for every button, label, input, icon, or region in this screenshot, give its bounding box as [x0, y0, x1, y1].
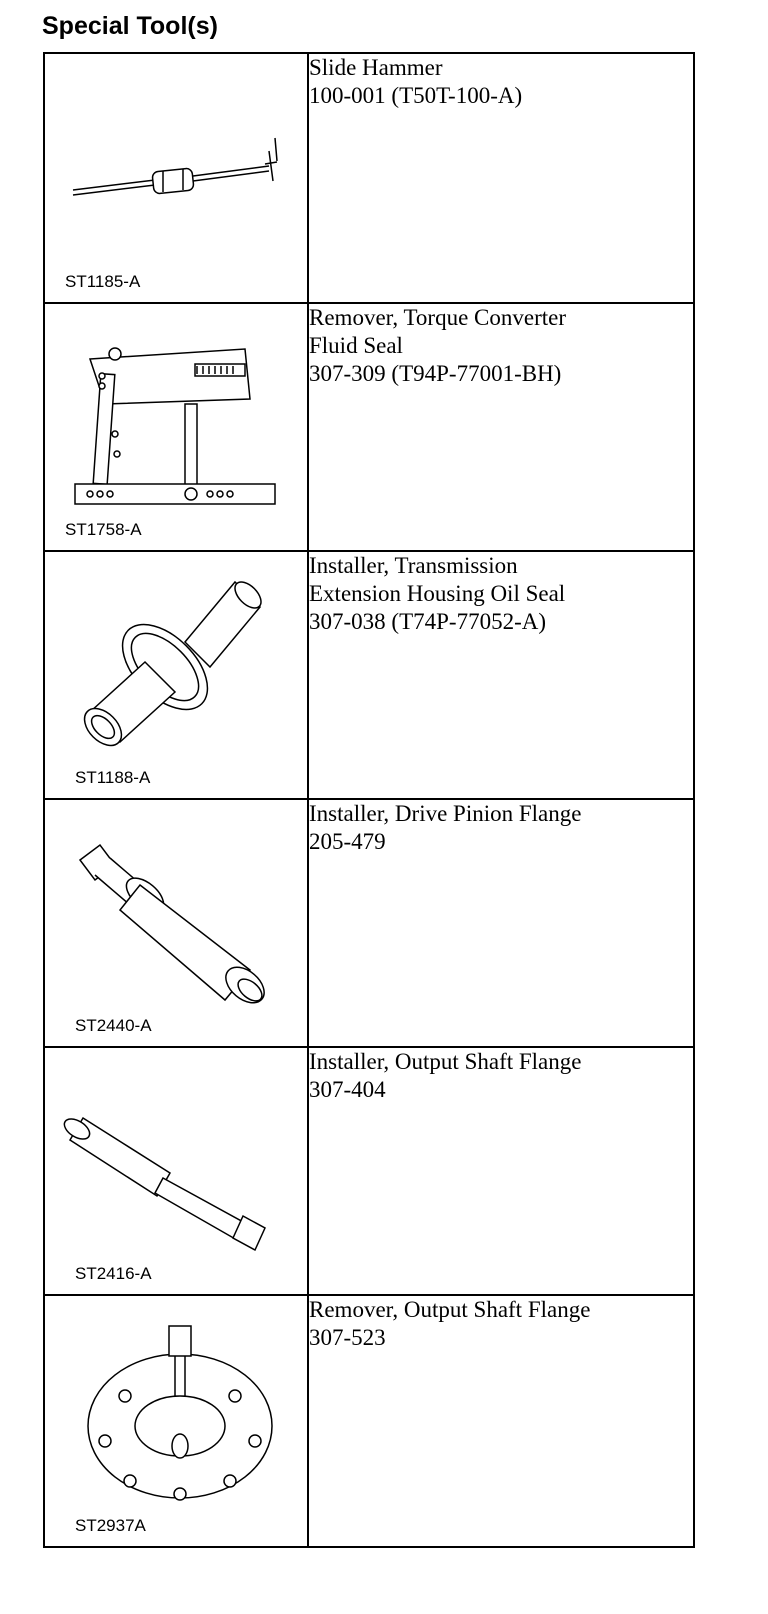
tool-number: 100-001 (T50T-100-A): [309, 83, 523, 108]
table-row: [44, 551, 694, 799]
tool-name: Slide Hammer: [309, 55, 443, 80]
tool-description: [308, 1295, 694, 1547]
tool-image-cell: [44, 551, 308, 799]
slide-hammer-icon: [45, 54, 307, 304]
table-row: [44, 1295, 694, 1547]
tool-image-cell: [44, 1295, 308, 1547]
tool-image-cell: [44, 1047, 308, 1295]
tool-name-cont: Fluid Seal: [309, 333, 403, 358]
tool-code: ST2440-A: [75, 1016, 152, 1035]
tool-description: [308, 1047, 694, 1295]
tool-name: Remover, Torque Converter: [309, 305, 566, 330]
tool-description: [308, 303, 694, 551]
tool-number: 307-038 (T74P-77052-A): [309, 609, 546, 634]
table-row: [44, 53, 694, 303]
pinion-flange-installer-icon: [45, 800, 307, 1048]
tool-code: ST1185-A: [65, 272, 141, 291]
tool-description: [308, 53, 694, 303]
tool-code: ST2937A: [75, 1516, 146, 1535]
seal-remover-icon: [45, 304, 307, 552]
tool-image-cell: [44, 53, 308, 303]
tool-name: Installer, Transmission: [309, 553, 518, 578]
tool-name: Remover, Output Shaft Flange: [309, 1297, 591, 1322]
table-row: [44, 799, 694, 1047]
tool-description: [308, 799, 694, 1047]
tool-number: 307-309 (T94P-77001-BH): [309, 361, 562, 386]
page-title: Special Tool(s): [42, 12, 218, 40]
flange-remover-icon: [45, 1296, 307, 1548]
tool-code: ST2416-A: [75, 1264, 152, 1283]
tool-name-cont: Extension Housing Oil Seal: [309, 581, 566, 606]
seal-installer-icon: [45, 552, 307, 800]
tool-image-cell: [44, 303, 308, 551]
special-tools-table: [43, 52, 695, 1548]
tool-code: ST1188-A: [75, 768, 151, 787]
table-row: [44, 1047, 694, 1295]
table-row: [44, 303, 694, 551]
tool-name: Installer, Drive Pinion Flange: [309, 801, 582, 826]
tool-description: [308, 551, 694, 799]
tool-image-cell: [44, 799, 308, 1047]
tool-code: ST1758-A: [65, 520, 142, 539]
tool-number: 307-523: [309, 1325, 386, 1350]
tool-number: 205-479: [309, 829, 386, 854]
shaft-flange-installer-icon: [45, 1048, 307, 1296]
tool-name: Installer, Output Shaft Flange: [309, 1049, 582, 1074]
tool-number: 307-404: [309, 1077, 386, 1102]
